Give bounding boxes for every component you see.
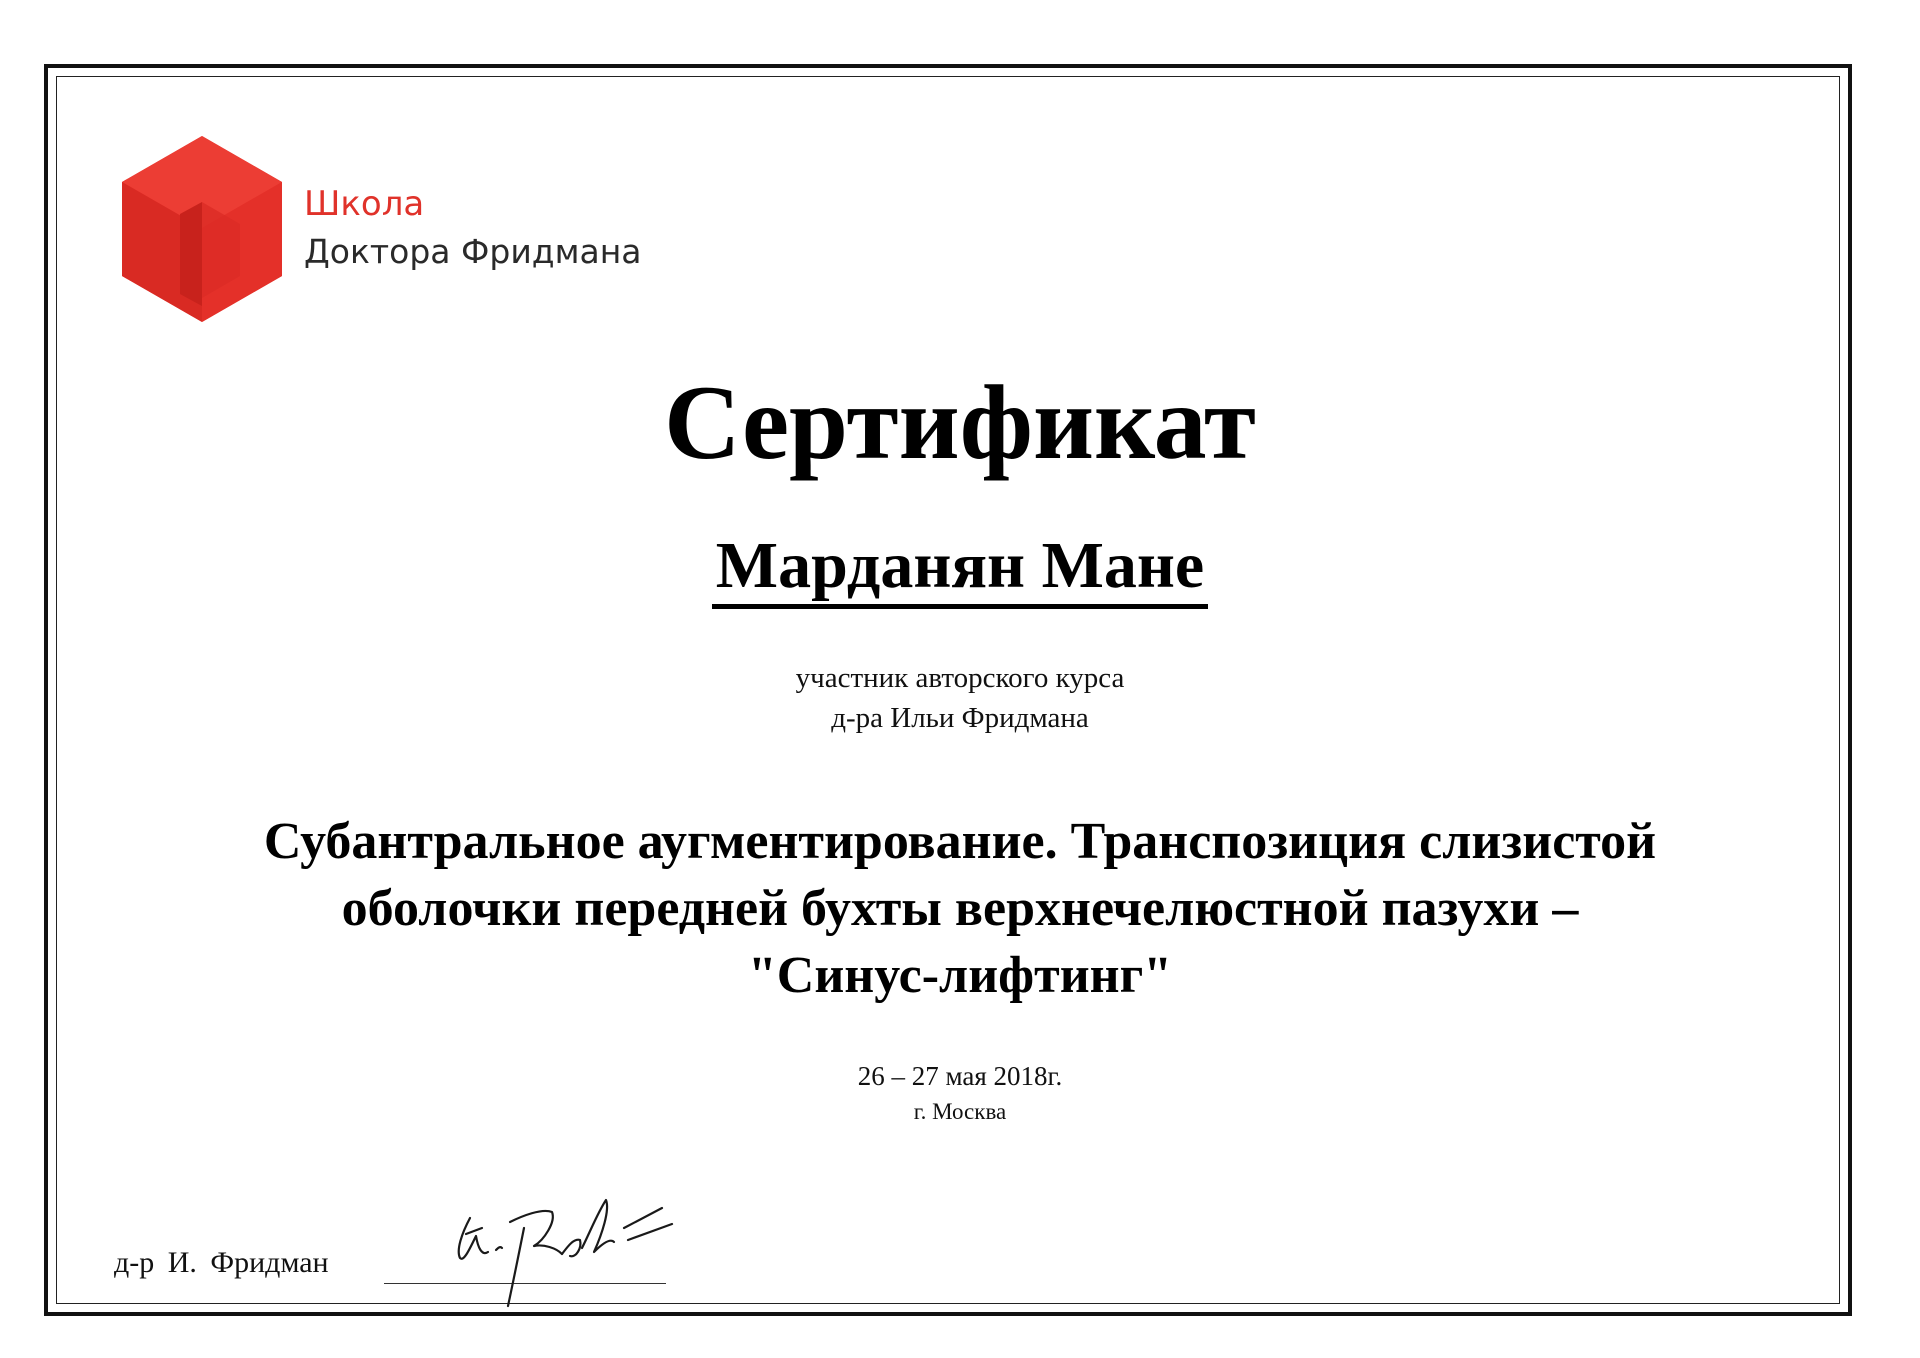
school-logo	[122, 136, 682, 326]
course-title-line: оболочки передней бухты верхнечелюстной пазухи –	[341, 880, 1579, 937]
event-city: г. Москва	[913, 1099, 1007, 1124]
logo-text-school: Школа	[304, 184, 425, 224]
subtitle-line: участник авторского курса	[795, 662, 1125, 694]
event-dates: 26 – 27 мая 2018г.	[857, 1061, 1063, 1091]
signer-name: д-р И. Фридман	[114, 1246, 329, 1279]
recipient-name	[0, 528, 1920, 604]
recipient-name-text: Марданян Мане	[712, 529, 1208, 609]
subtitle-line: д-ра Ильи Фридмана	[831, 702, 1089, 734]
course-title-line: Субантральное аугментирование. Транспозиция слизистой	[263, 813, 1657, 870]
red-cube-icon	[122, 136, 282, 326]
certificate-title: Сертификат	[664, 364, 1256, 481]
participant-description	[0, 658, 1920, 738]
handwritten-signature	[452, 1188, 682, 1318]
course-title	[0, 808, 1920, 1009]
course-title-line: "Синус-лифтинг"	[747, 947, 1173, 1004]
event-details	[0, 1058, 1920, 1130]
logo-text-doctor: Доктора Фридмана	[304, 232, 642, 271]
